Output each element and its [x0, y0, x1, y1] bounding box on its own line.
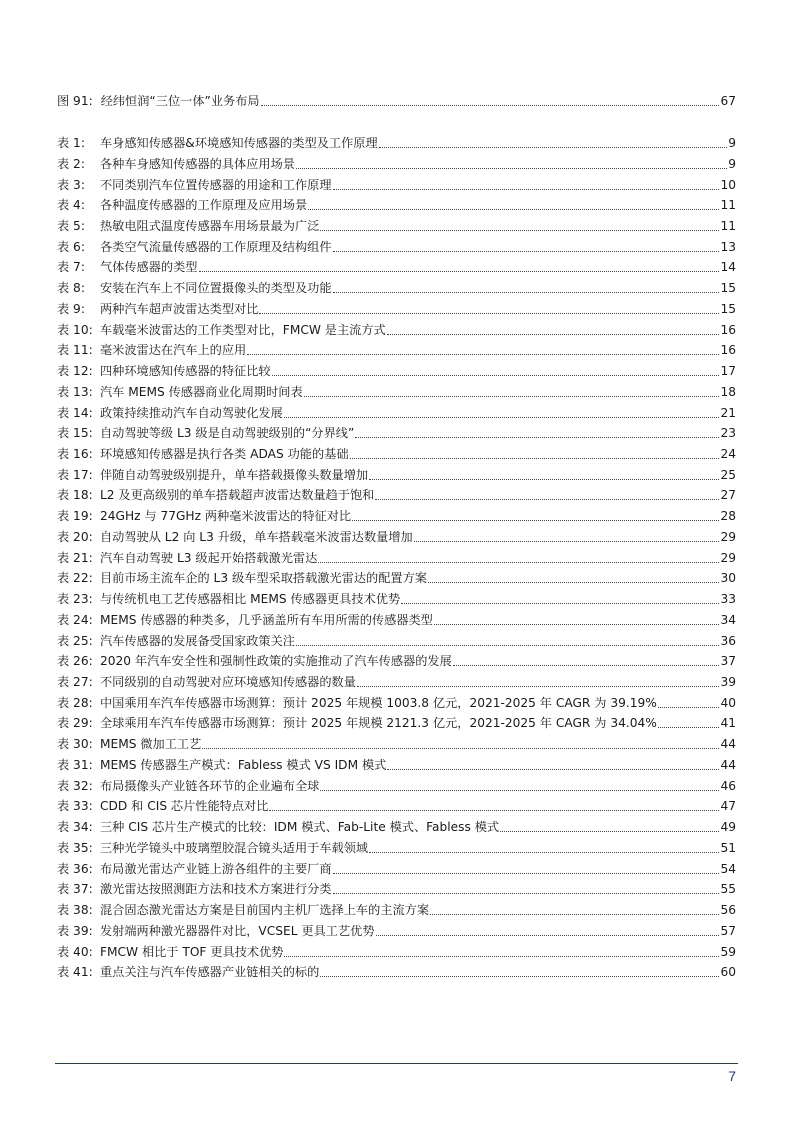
- toc-table-entry[interactable]: [57, 173, 736, 193]
- toc-table-entry[interactable]: [57, 857, 736, 877]
- toc-leader-dots: [453, 665, 720, 666]
- toc-table-entry[interactable]: [57, 421, 736, 441]
- toc-entry-title: 激光雷达按照测距方法和技术方案进行分类: [100, 882, 332, 897]
- toc-page-number: 34: [720, 612, 736, 627]
- toc-figure-entry[interactable]: [57, 89, 736, 109]
- toc-leader-dots: [658, 727, 720, 728]
- toc-entry-label: 表 33:: [57, 799, 93, 814]
- toc-entry-label: 表 7:: [57, 260, 85, 275]
- toc-leader-dots: [333, 893, 720, 894]
- toc-table-entry[interactable]: [57, 338, 736, 358]
- toc-table-entry[interactable]: [57, 649, 736, 669]
- toc-table-entry[interactable]: [57, 235, 736, 255]
- toc-entry-label: 表 37:: [57, 882, 93, 897]
- toc-table-entry[interactable]: [57, 525, 736, 545]
- toc-leader-dots: [296, 645, 719, 646]
- toc-entry-title: 各类空气流量传感器的工作原理及结构组件: [100, 239, 332, 254]
- toc-leader-dots: [401, 603, 719, 604]
- toc-entry-label: 表 25:: [57, 633, 93, 648]
- toc-page-number: 44: [720, 757, 736, 772]
- toc-entry-label: 表 23:: [57, 592, 93, 607]
- toc-page-number: 18: [720, 384, 736, 399]
- toc-entry-title: 伴随自动驾驶级别提升，单车搭载摄像头数量增加: [100, 467, 369, 482]
- toc-leader-dots: [272, 375, 720, 376]
- toc-entry-title: 汽车传感器的发展备受国家政策关注: [100, 633, 295, 648]
- toc-table-entry[interactable]: [57, 566, 736, 586]
- toc-leader-dots: [434, 624, 720, 625]
- toc-page-number: 59: [720, 944, 736, 959]
- toc-entry-title: 不同级别的自动驾驶对应环境感知传感器的数量: [100, 675, 356, 689]
- toc-entry-label: 表 4:: [57, 198, 85, 213]
- toc-leader-dots: [355, 437, 719, 438]
- toc-table-entry[interactable]: [57, 318, 736, 338]
- toc-page-number: 41: [720, 716, 736, 731]
- toc-entry-label: 表 29:: [57, 716, 93, 731]
- toc-entry-label: 表 8:: [57, 281, 85, 296]
- toc-leader-dots: [296, 168, 727, 169]
- toc-leader-dots: [261, 105, 720, 106]
- toc-table-entry[interactable]: [57, 380, 736, 400]
- toc-entry-title: 布局摄像头产业链各环节的企业遍布全球: [100, 778, 320, 793]
- toc-page-number: 29: [720, 550, 736, 565]
- toc-page-number: 10: [720, 177, 736, 192]
- toc-entry-label: 表 30:: [57, 737, 93, 752]
- toc-page-number: 13: [720, 239, 736, 254]
- toc-entry-label: 表 39:: [57, 923, 93, 938]
- toc-entry-label: 表 10:: [57, 322, 93, 337]
- toc-table-entry[interactable]: [57, 960, 736, 980]
- toc-entry-label: 表 31:: [57, 757, 93, 772]
- toc-entry-title: 中国乘用车汽车传感器市场测算：预计 2025 年规模 1003.8 亿元，2021-2025 年 CAGR 为 39.19%: [100, 695, 657, 710]
- toc-leader-dots: [202, 748, 719, 749]
- toc-entry-title: 混合固态激光雷达方案是目前国内主机厂选择上车的主流方案: [100, 903, 430, 917]
- toc-page-number: 51: [720, 840, 736, 855]
- toc-table-entry[interactable]: [57, 152, 736, 172]
- toc-leader-dots: [379, 147, 728, 148]
- toc-leader-dots: [430, 914, 719, 915]
- toc-page-number: 57: [720, 923, 736, 938]
- toc-table-entry[interactable]: [57, 359, 736, 379]
- toc-entry-label: 表 5:: [57, 218, 85, 233]
- toc-page-number: 47: [720, 799, 736, 814]
- toc-page-number: 46: [720, 778, 736, 793]
- toc-leader-dots: [333, 873, 720, 874]
- toc-table-entry[interactable]: [57, 587, 736, 607]
- toc-entry-label: 表 38:: [57, 903, 93, 917]
- toc-entry-title: 环境感知传感器是执行各类 ADAS 功能的基础: [100, 446, 349, 461]
- toc-entry-label: 表 28:: [57, 695, 93, 710]
- toc-entry-title: 经纬恒润“三位一体”业务布局: [100, 94, 260, 108]
- toc-table-entry[interactable]: [57, 546, 736, 566]
- toc-table-entry[interactable]: [57, 691, 736, 711]
- toc-entry-title: MEMS 微加工工艺: [100, 737, 202, 752]
- toc-entry-title: 两种汽车超声波雷达类型对比: [100, 301, 259, 316]
- toc-table-entry[interactable]: [57, 836, 736, 856]
- toc-page-number: 15: [720, 301, 736, 316]
- toc-entry-label: 表 16:: [57, 446, 93, 461]
- toc-table-entry[interactable]: [57, 483, 736, 503]
- toc-entry-title: 2020 年汽车安全性和强制性政策的实施推动了汽车传感器的发展: [100, 654, 452, 669]
- toc-entry-label: 表 40:: [57, 944, 93, 959]
- toc-table-entry[interactable]: [57, 774, 736, 794]
- toc-table-entry[interactable]: [57, 732, 736, 752]
- toc-page-number: 49: [720, 820, 736, 835]
- toc-page-number: 56: [720, 903, 736, 917]
- toc-entry-title: 24GHz 与 77GHz 两种毫米波雷达的特征对比: [100, 509, 352, 524]
- toc-entry-title: 发射端两种激光器器件对比，VCSEL 更具工艺优势: [100, 923, 375, 938]
- toc-entry-label: 表 22:: [57, 571, 93, 586]
- toc-page-number: 54: [720, 861, 736, 876]
- toc-entry-label: 表 36:: [57, 861, 93, 876]
- toc-entry-title: 布局激光雷达产业链上游各组件的主要厂商: [100, 861, 332, 876]
- toc-page-number: 28: [720, 509, 736, 524]
- toc-table-entry[interactable]: [57, 193, 736, 213]
- toc-page-number: 16: [720, 322, 736, 337]
- toc-leader-dots: [304, 396, 720, 397]
- toc-table-entry[interactable]: [57, 255, 736, 275]
- toc-page-number: 39: [720, 675, 736, 689]
- toc-entry-label: 表 20:: [57, 529, 93, 544]
- toc-entry-label: 表 32:: [57, 778, 93, 793]
- toc-page-number: 55: [720, 882, 736, 897]
- toc-leader-dots: [320, 976, 719, 977]
- toc-page-number: 33: [720, 592, 736, 607]
- toc-leader-dots: [376, 935, 720, 936]
- toc-page-number: 27: [720, 488, 736, 503]
- toc-entry-title: 各种温度传感器的工作原理及应用场景: [100, 198, 308, 213]
- toc-page-number: 15: [720, 281, 736, 296]
- toc-entry-title: 汽车 MEMS 传感器商业化周期时间表: [100, 384, 303, 399]
- toc-leader-dots: [428, 582, 720, 583]
- toc-entry-title: 车身感知传感器&环境感知传感器的类型及工作原理: [100, 136, 378, 150]
- toc-table-entry[interactable]: [57, 276, 736, 296]
- toc-entry-title: 重点关注与汽车传感器产业链相关的标的: [100, 965, 320, 980]
- toc-entry-label: 表 15:: [57, 426, 93, 441]
- toc-table-entry[interactable]: [57, 815, 736, 835]
- toc-entry-title: L2 及更高级别的单车搭载超声波雷达数量趋于饱和: [100, 488, 375, 503]
- toc-entry-title: 三种光学镜头中玻璃塑胶混合镜头适用于车载领域: [100, 840, 369, 855]
- toc-entry-title: 目前市场主流车企的 L3 级车型采取搭载激光雷达的配置方案: [100, 571, 427, 586]
- toc-entry-label: 表 34:: [57, 820, 93, 835]
- toc-leader-dots: [333, 292, 720, 293]
- toc-page-number: 17: [720, 364, 736, 378]
- toc-table-entry[interactable]: [57, 711, 736, 731]
- toc-entry-title: FMCW 相比于 TOF 更具技术优势: [100, 944, 284, 959]
- toc-table-entry[interactable]: [57, 898, 736, 918]
- toc-entry-title: 气体传感器的类型: [100, 260, 198, 275]
- toc-entry-label: 表 27:: [57, 675, 93, 689]
- toc-leader-dots: [500, 831, 719, 832]
- toc-entry-label: 表 17:: [57, 467, 93, 482]
- toc-entry-label: 表 26:: [57, 654, 93, 669]
- toc-entry-title: MEMS 传感器的种类多，几乎涵盖所有车用所需的传感器类型: [100, 612, 433, 627]
- toc-table-entry[interactable]: [57, 794, 736, 814]
- toc-leader-dots: [284, 417, 720, 418]
- toc-page-number: 44: [720, 737, 736, 752]
- toc-leader-dots: [259, 313, 719, 314]
- toc-entry-label: 表 3:: [57, 177, 85, 192]
- toc-entry-label: 表 9:: [57, 301, 85, 316]
- toc-entry-title: 安装在汽车上不同位置摄像头的类型及功能: [100, 281, 332, 296]
- toc-page-number: 40: [720, 695, 736, 710]
- toc-table-entry[interactable]: [57, 919, 736, 939]
- toc-page-number: 14: [720, 260, 736, 275]
- toc-entry-title: 自动驾驶从 L2 向 L3 升级，单车搭载毫米波雷达数量增加: [100, 529, 413, 544]
- toc-page-number: 60: [720, 965, 736, 980]
- toc-table-entry[interactable]: [57, 629, 736, 649]
- toc-page-number: 25: [720, 467, 736, 482]
- toc-page-number: 16: [720, 343, 736, 358]
- toc-page-number: 23: [720, 426, 736, 441]
- toc-leader-dots: [658, 707, 720, 708]
- toc-entry-label: 表 19:: [57, 509, 93, 524]
- toc-entry-title: 热敏电阻式温度传感器车用场景最为广泛: [100, 218, 320, 233]
- toc-table-entry[interactable]: [57, 608, 736, 628]
- toc-entry-label: 表 35:: [57, 840, 93, 855]
- toc-leader-dots: [320, 230, 719, 231]
- toc-entry-title: 各种车身感知传感器的具体应用场景: [100, 156, 295, 171]
- toc-leader-dots: [369, 479, 719, 480]
- toc-leader-dots: [387, 334, 720, 335]
- toc-entry-label: 图 91:: [57, 94, 93, 108]
- footer-rule: [55, 1063, 738, 1064]
- toc-entry-title: 毫米波雷达在汽车上的应用: [100, 343, 247, 358]
- toc-entry-label: 表 14:: [57, 405, 93, 420]
- toc-table-entry[interactable]: [57, 442, 736, 462]
- toc-entry-title: 四种环境感知传感器的特征比较: [100, 364, 271, 378]
- toc-entry-label: 表 6:: [57, 239, 85, 254]
- toc-entry-title: 政策持续推动汽车自动驾驶化发展: [100, 405, 283, 420]
- toc-leader-dots: [357, 686, 720, 687]
- toc-leader-dots: [350, 458, 720, 459]
- toc-leader-dots: [320, 790, 719, 791]
- toc-entry-title: 车载毫米波雷达的工作类型对比，FMCW 是主流方式: [100, 322, 386, 337]
- toc-leader-dots: [333, 189, 720, 190]
- toc-leader-dots: [333, 251, 720, 252]
- toc-page-number: 36: [720, 633, 736, 648]
- toc-entry-title: 不同类别汽车位置传感器的用途和工作原理: [100, 177, 332, 192]
- toc-table-entry[interactable]: [57, 753, 736, 773]
- toc-leader-dots: [308, 209, 719, 210]
- toc-leader-dots: [318, 562, 719, 563]
- toc-entry-label: 表 21:: [57, 550, 93, 565]
- toc-entry-title: 全球乘用车汽车传感器市场测算：预计 2025 年规模 2121.3 亿元，2021-2025 年 CAGR 为 34.04%: [100, 716, 657, 731]
- toc-table-entry[interactable]: [57, 401, 736, 421]
- toc-table-entry[interactable]: [57, 877, 736, 897]
- toc-entry-label: 表 1:: [57, 136, 85, 150]
- toc-page-number: 21: [720, 405, 736, 420]
- toc-page-number: 24: [720, 446, 736, 461]
- toc-leader-dots: [247, 354, 719, 355]
- toc-leader-dots: [269, 810, 719, 811]
- toc-table-entry[interactable]: [57, 463, 736, 483]
- toc-table-entry[interactable]: [57, 131, 736, 151]
- toc-entry-title: 三种 CIS 芯片生产模式的比较：IDM 模式、Fab-Lite 模式、Fabless 模式: [100, 820, 500, 835]
- toc-page-number: 11: [720, 218, 736, 233]
- toc-entry-label: 表 24:: [57, 612, 93, 627]
- toc-entry-label: 表 12:: [57, 364, 93, 378]
- toc-page-number: 9: [728, 136, 736, 150]
- toc-page-number: 30: [720, 571, 736, 586]
- toc-entry-label: 表 18:: [57, 488, 93, 503]
- toc-page-number: 29: [720, 529, 736, 544]
- toc-page-number: 67: [720, 94, 736, 108]
- toc-leader-dots: [352, 520, 719, 521]
- toc-leader-dots: [414, 541, 720, 542]
- toc-entry-title: 自动驾驶等级 L3 级是自动驾驶级别的“分界线”: [100, 426, 355, 441]
- toc-entry-title: 汽车自动驾驶 L3 级起开始搭载激光雷达: [100, 550, 318, 565]
- toc-leader-dots: [387, 769, 719, 770]
- toc-entry-label: 表 11:: [57, 343, 93, 358]
- toc-table-entry[interactable]: [57, 940, 736, 960]
- toc-table-entry[interactable]: [57, 504, 736, 524]
- toc-page-number: 11: [720, 198, 736, 213]
- toc-entry-label: 表 13:: [57, 384, 93, 399]
- toc-leader-dots: [284, 956, 719, 957]
- page-number: 7: [728, 1068, 736, 1084]
- toc-entry-label: 表 2:: [57, 156, 85, 171]
- toc-table-entry[interactable]: [57, 297, 736, 317]
- toc-entry-title: 与传统机电工艺传感器相比 MEMS 传感器更具技术优势: [100, 592, 401, 607]
- toc-leader-dots: [199, 271, 720, 272]
- toc-entry-title: CDD 和 CIS 芯片性能特点对比: [100, 799, 269, 814]
- toc-page-number: 37: [720, 654, 736, 669]
- toc-leader-dots: [369, 852, 719, 853]
- toc-table-entry[interactable]: [57, 670, 736, 690]
- toc-leader-dots: [375, 499, 719, 500]
- toc-page-number: 9: [728, 156, 736, 171]
- toc-table-entry[interactable]: [57, 214, 736, 234]
- toc-entry-title: MEMS 传感器生产模式：Fabless 模式 VS IDM 模式: [100, 757, 387, 772]
- toc-entry-label: 表 41:: [57, 965, 93, 980]
